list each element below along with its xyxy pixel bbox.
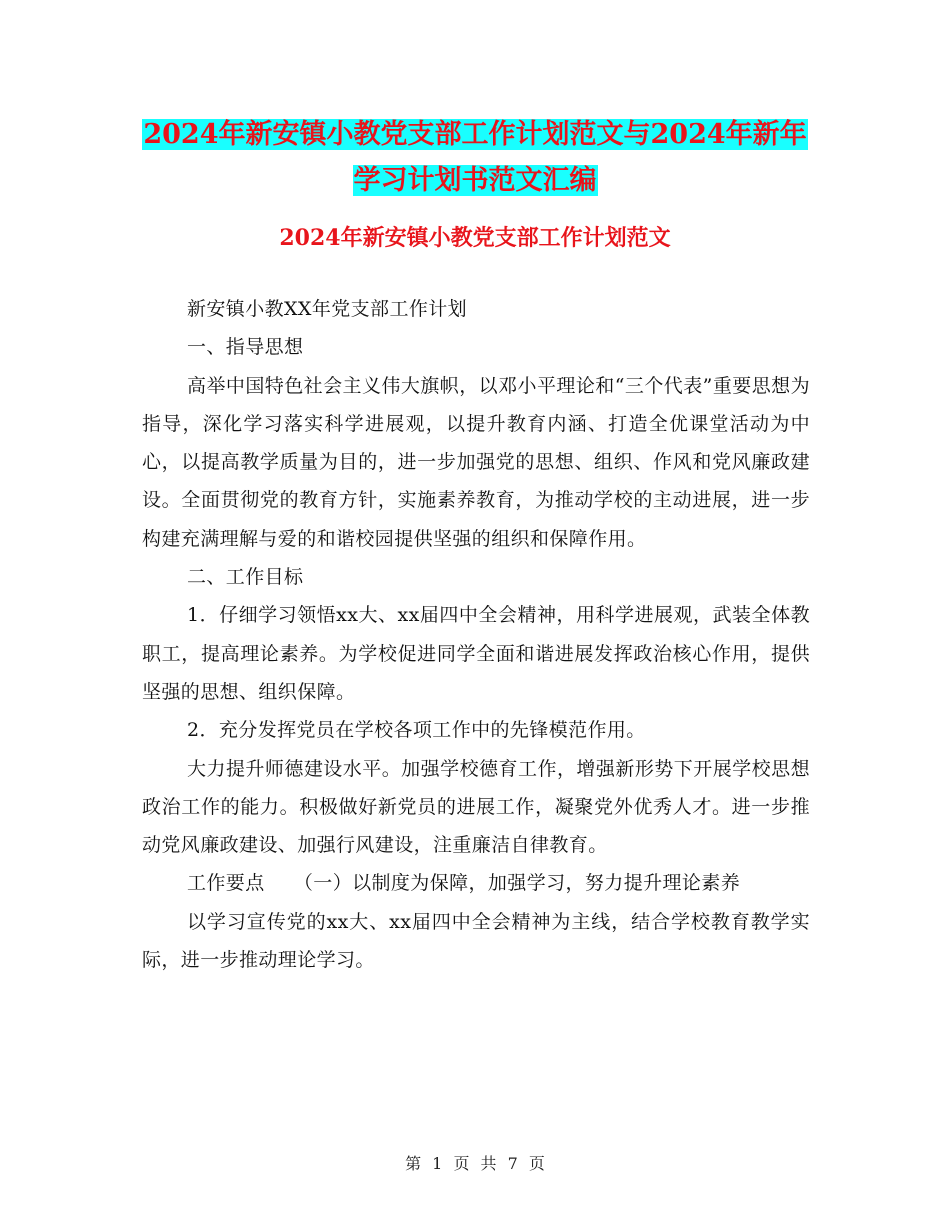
- body-paragraph-section-2: 二、工作目标: [187, 566, 304, 589]
- body-paragraph: 大力提升师德建设水平。加强学校德育工作，增强新形势下开展学校思想政治工作的能力。积极做好新党员的进展工作，凝聚党外优秀人才。进一步推动党风廉政建设、加强行风建设，注重廉洁自律教育。: [142, 757, 810, 857]
- document-body: [142, 290, 810, 979]
- body-paragraph-section-1: 一、指导思想: [187, 336, 304, 359]
- body-paragraph: 以学习宣传党的xx大、xx届四中全会精神为主线，结合学校教育教学实际，进一步推动理论学习。: [142, 910, 810, 972]
- document-title-line-2: 学习计划书范文汇编: [353, 165, 597, 196]
- document-title-line-1: 2024年新安镇小教党支部工作计划范文与2024年新年: [143, 119, 807, 150]
- page-footer: 第 1 页 共 7 页: [405, 1154, 545, 1173]
- section-title: 2024年新安镇小教党支部工作计划范文: [279, 225, 671, 251]
- body-paragraph: 高举中国特色社会主义伟大旗帜，以邓小平理论和“三个代表”重要思想为指导，深化学习落实科学进展观，以提升教育内涵、打造全优课堂活动为中心，以提高教学质量为目的，进一步加强党的思想、组织、作风和党风廉政建设。全面贯彻党的教育方针，实施素养教育，为推动学校的主动进展，进一步构建充满理解与爱的和谐校园提供坚强的组织和保障作用。: [142, 374, 810, 550]
- body-paragraph-work-points: 工作要点 （一）以制度为保障，加强学习，努力提升理论素养: [187, 872, 741, 895]
- document-title: [0, 112, 950, 204]
- body-paragraph: 2．充分发挥党员在学校各项工作中的先锋模范作用。: [187, 719, 646, 742]
- body-paragraph: 1．仔细学习领悟xx大、xx届四中全会精神，用科学进展观，武装全体教职工，提高理论素养。为学校促进同学全面和谐进展发挥政治核心作用，提供坚强的思想、组织保障。: [142, 604, 810, 703]
- body-paragraph-heading: 新安镇小教XX年党支部工作计划: [187, 298, 468, 320]
